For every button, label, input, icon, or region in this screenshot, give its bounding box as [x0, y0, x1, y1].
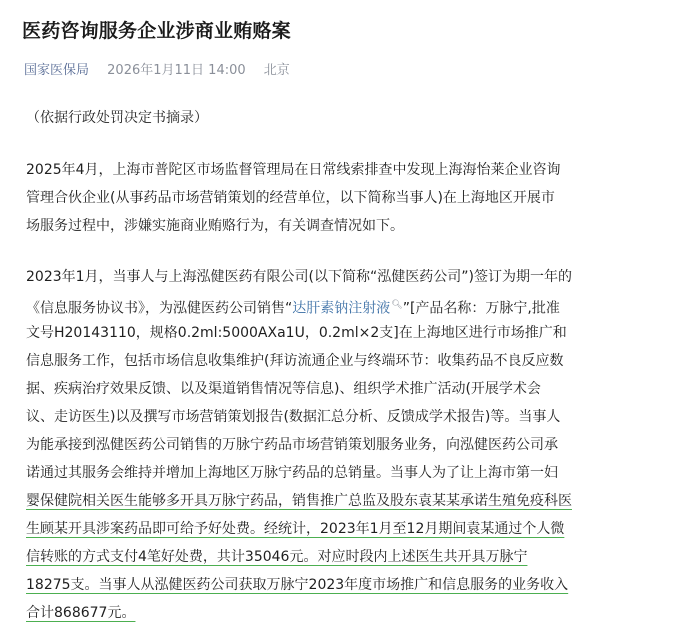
paragraph-line: 议、走访医生)以及撰写市场营销策划报告(数据汇总分析、反馈成学术报告)等。当事人 [26, 409, 561, 425]
underlined-line: 合计868677元。 [26, 605, 136, 621]
paragraph-line: 管理合伙企业(从事药品市场营销策划的经营单位，以下简称当事人)在上海地区开展市 [26, 190, 555, 206]
source-link[interactable]: 国家医保局 [24, 63, 90, 78]
underlined-line: 婴保健院相关医生能够多开具万脉宁药品，销售推广总监及股东袁某某承诺生殖免疫科医 [26, 493, 572, 509]
drug-search-link[interactable]: 达肝素钠注射液 [292, 300, 391, 317]
note-paragraph [26, 104, 666, 132]
paragraph-line: 2023年1月，当事人与上海泓健医药有限公司(以下简称“泓健医药公司”)签订为期一年的 [26, 269, 572, 285]
paragraph-line: 诺通过其服务会维持并增加上海地区万脉宁药品的总销量。当事人为了让上海市第一妇 [26, 465, 558, 481]
article-title: 医药咨询服务企业涉商业贿赂案 [22, 20, 291, 42]
paragraph-line: 场服务过程中，涉嫌实施商业贿赂行为，有关调查情况如下。 [26, 218, 404, 234]
paragraph-line: 据、疾病治疗效果反馈、以及渠道销售情况等信息)、组织学术推广活动(开展学术会 [26, 381, 541, 397]
article-meta [24, 59, 304, 78]
search-icon[interactable]: 🔍︎ [391, 300, 403, 310]
publish-date: 2026年1月11日 14:00 [107, 63, 246, 78]
line-text-after: ”[产品名称：万脉宁,批准 [402, 300, 560, 317]
note-text: （依据行政处罚决定书摘录） [26, 110, 208, 126]
underlined-line: 18275支。当事人从泓健医药公司获取万脉宁2023年度市场推广和信息服务的业务收入 [26, 577, 569, 593]
paragraph-line: 信息服务工作，包括市场信息收集维护(拜访流通企业与终端环节：收集药品不良反应数 [26, 353, 564, 369]
paragraph-line-with-link [26, 291, 666, 319]
line-text-before: 《信息服务协议书》，为泓健医药公司销售“ [26, 300, 293, 317]
underlined-line: 生顾某开具涉案药品即可给予好处费。经统计，2023年1月至12月期间袁某通过个人微 [26, 521, 565, 537]
paragraph-2 [26, 263, 666, 627]
paragraph-line: 2025年4月，上海市普陀区市场监督管理局在日常线索排查中发现上海海怡莱企业咨询 [26, 162, 561, 178]
paragraph-line: 为能承接到泓健医药公司销售的万脉宁药品市场营销策划服务业务，向泓健医药公司承 [26, 437, 558, 453]
paragraph-1 [26, 156, 666, 240]
paragraph-line: 文号H20143110，规格0.2ml:5000AXa1U，0.2ml×2支]在上海地区进行市场推广和 [26, 325, 567, 341]
publish-location: 北京 [263, 63, 290, 78]
underlined-line: 信转账的方式支付4笔好处费，共计35046元。对应时段内上述医生共开具万脉宁 [26, 549, 528, 565]
